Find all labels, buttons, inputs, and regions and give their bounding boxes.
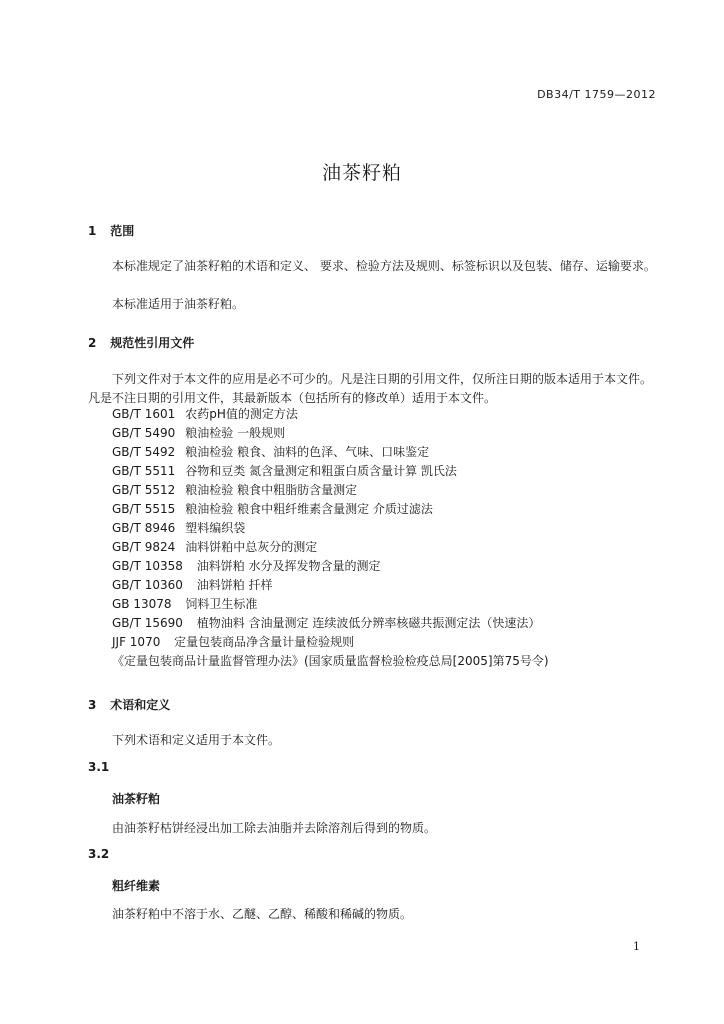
reference-item [112,652,549,671]
section-title: 范围 [110,224,135,238]
reference-title: 塑料编织袋 [185,521,246,535]
section-number: 2 [88,336,97,350]
reference-title: 定量包装商品净含量计量检验规则 [170,635,355,649]
reference-item [112,405,549,424]
section-3-heading [88,696,170,713]
reference-title: 油料饼粕 水分及挥发物含量的测定 [192,559,381,573]
term-number: 3.2 [88,847,110,861]
section-number: 1 [88,224,97,238]
reference-item [112,614,549,633]
standard-code: DB34/T 1759—2012 [537,88,656,101]
reference-title: 植物油料 含油量测定 连续波低分辨率核磁共振测定法（快速法） [192,616,541,630]
reference-code: GB/T 5492 [112,445,176,459]
reference-item [112,462,549,481]
reference-item [112,443,549,462]
reference-code: GB 13078 [112,597,172,611]
section-1-paragraph-2: 本标准适用于油茶籽粕。 [112,297,245,311]
reference-item [112,633,549,652]
reference-title: 粮油检验 一般规则 [185,426,286,440]
section-title: 规范性引用文件 [110,336,195,350]
term-name: 油茶籽粕 [112,792,161,806]
reference-item [112,576,549,595]
reference-title: 油料饼粕中总灰分的测定 [185,540,318,554]
reference-title: 粮油检验 粮食中粗纤维素含量测定 介质过滤法 [185,502,433,516]
document-title: 油茶籽粕 [321,162,402,184]
reference-title: 《定量包装商品计量监督管理办法》(国家质量监督检验检疫总局[2005]第75号令) [112,654,549,668]
reference-item [112,557,549,576]
term-definition: 由油茶籽枯饼经浸出加工除去油脂并去除溶剂后得到的物质。 [112,821,437,835]
reference-code: GB/T 10360 [112,578,183,592]
reference-title: 农药pH值的测定方法 [185,407,298,421]
section-3-intro: 下列术语和定义适用于本文件。 [112,733,281,747]
reference-code: JJF 1070 [112,635,161,649]
reference-code: GB/T 1601 [112,407,176,421]
section-2-heading [88,334,194,351]
section-number: 3 [88,698,97,712]
reference-code: GB/T 5515 [112,502,176,516]
reference-list [112,405,549,671]
reference-code: GB/T 5512 [112,483,176,497]
reference-item [112,538,549,557]
reference-code: GB/T 9824 [112,540,176,554]
section-1-paragraph-1: 本标准规定了油茶籽粕的术语和定义、 要求、检验方法及规则、标签标识以及包装、储存、运输要求。 [112,259,656,273]
page-number: 1 [633,940,640,953]
reference-item [112,481,549,500]
reference-title: 粮油检验 粮食、油料的色泽、气味、口味鉴定 [185,445,430,459]
reference-item [112,500,549,519]
section-title: 术语和定义 [110,698,171,712]
reference-item [112,595,549,614]
reference-item [112,519,549,538]
term-number: 3.1 [88,760,110,774]
reference-title: 谷物和豆类 氮含量测定和粗蛋白质含量计算 凯氏法 [185,464,457,478]
reference-code: GB/T 5490 [112,426,176,440]
reference-title: 饲料卫生标准 [181,597,258,611]
reference-code: GB/T 8946 [112,521,176,535]
term-definition: 油茶籽粕中不溶于水、乙醚、乙醇、稀酸和稀碱的物质。 [112,907,413,921]
section-2-intro: 下列文件对于本文件的应用是必不可少的。凡是注日期的引用文件，仅所注日期的版本适用于本文件。凡是不注日期的引用文件，其最新版本（包括所有的修改单）适用于本文件。 [88,372,653,405]
reference-item [112,424,549,443]
section-1-heading [88,222,134,239]
reference-title: 粮油检验 粮食中粗脂肪含量测定 [185,483,358,497]
reference-code: GB/T 10358 [112,559,183,573]
reference-title: 油料饼粕 扦样 [192,578,273,592]
reference-code: GB/T 5511 [112,464,176,478]
term-name: 粗纤维素 [112,879,161,893]
reference-code: GB/T 15690 [112,616,183,630]
